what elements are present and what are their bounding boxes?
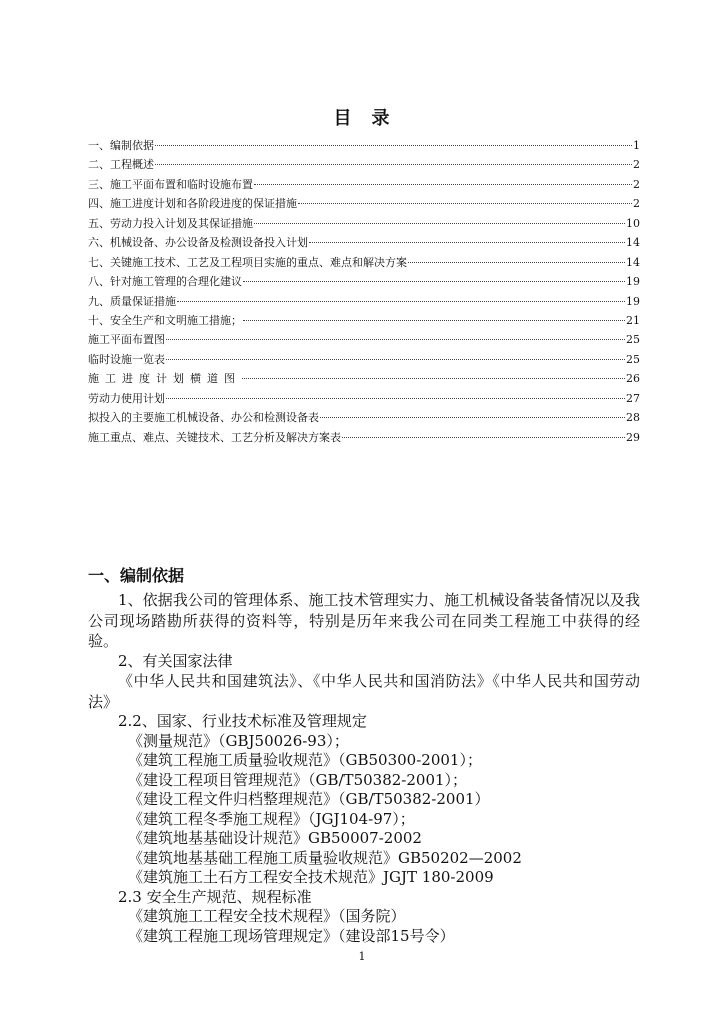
toc-entry-text: 八、针对施工管理的合理化建议 bbox=[88, 275, 242, 289]
toc-entry[interactable] bbox=[88, 311, 640, 330]
toc-entry-text: 二、工程概述 bbox=[88, 158, 154, 172]
toc-entry-text: 一、编制依据 bbox=[88, 139, 154, 152]
toc-entry[interactable] bbox=[88, 253, 640, 272]
subsection-title-safety: 2.3 安全生产规范、规程标准 bbox=[118, 887, 312, 906]
toc-leader-dots bbox=[342, 437, 625, 438]
section-heading: 一、编制依据 bbox=[88, 566, 185, 585]
toc-entry[interactable] bbox=[88, 175, 640, 194]
toc-leader-dots bbox=[254, 223, 625, 224]
standard-item: 《建设工程文件归档整理规范》（GB/T50382-2001） bbox=[128, 790, 490, 808]
toc-entry-page: 2 bbox=[633, 177, 640, 191]
toc-entry-text: 七、关键施工技术、工艺及工程项目实施的重点、难点和解决方案 bbox=[88, 255, 407, 269]
toc-leader-dots bbox=[298, 203, 632, 204]
toc-leader-dots bbox=[177, 301, 625, 302]
toc-entry-page: 28 bbox=[626, 411, 640, 425]
toc-entry[interactable] bbox=[88, 136, 640, 155]
toc-leader-dots bbox=[254, 184, 632, 185]
section-compilation-basis bbox=[88, 564, 640, 946]
toc-leader-dots bbox=[243, 281, 625, 282]
toc-entry-page: 10 bbox=[626, 216, 640, 230]
toc-entry-page: 25 bbox=[626, 352, 640, 366]
toc-entry-page: 14 bbox=[626, 236, 640, 250]
toc-entry-text: 十、安全生产和文明施工措施； bbox=[88, 313, 242, 327]
toc-entry-page: 1 bbox=[633, 139, 640, 152]
toc-entry-text: 九、质量保证措施 bbox=[88, 294, 176, 308]
toc-entry-text: 施工进度计划横道图 bbox=[88, 372, 241, 386]
toc-entry-page: 14 bbox=[626, 255, 640, 269]
toc-leader-dots bbox=[320, 417, 625, 418]
subsection-title-laws: 2、有关国家法律 bbox=[118, 651, 233, 670]
standard-item: 《建筑工程冬季施工规程》（JGJ104-97）； bbox=[128, 809, 415, 828]
toc-entry-text: 劳动力使用计划 bbox=[88, 391, 165, 405]
toc-entry[interactable] bbox=[88, 350, 640, 369]
toc-leader-dots bbox=[309, 242, 625, 243]
toc-entry-page: 19 bbox=[626, 275, 640, 289]
paragraph-laws: 《中华人民共和国建筑法》、《中华人民共和国消防法》《中华人民共和国劳动法》 bbox=[88, 672, 640, 711]
standard-item: 《测量规范》（GBJ50026-93）； bbox=[128, 731, 349, 750]
toc-entry-text: 施工平面布置图 bbox=[88, 333, 165, 347]
toc-entry[interactable] bbox=[88, 292, 640, 311]
subsection-title-standards: 2.2、国家、行业技术标准及管理规定 bbox=[118, 712, 367, 730]
standard-item: 《建筑工程施工质量验收规范》（GB50300-2001）； bbox=[128, 751, 482, 769]
toc-entry-page: 27 bbox=[626, 391, 640, 405]
toc-leader-dots bbox=[242, 378, 625, 379]
toc-entry[interactable] bbox=[88, 369, 640, 388]
standard-item: 《建筑地基基础工程施工质量验收规范》GB50202—2002 bbox=[128, 848, 522, 867]
toc-entry-text: 五、劳动力投入计划及其保证措施 bbox=[88, 216, 253, 230]
standard-item: 《建筑施工土石方工程安全技术规范》JGJT 180-2009 bbox=[128, 868, 494, 886]
toc-leader-dots bbox=[155, 164, 632, 165]
toc-entry[interactable] bbox=[88, 214, 640, 233]
toc-entry-text: 四、施工进度计划和各阶段进度的保证措施 bbox=[88, 197, 297, 211]
safety-item: 《建筑施工工程安全技术规程》（国务院） bbox=[128, 907, 406, 925]
page-number: 1 bbox=[358, 950, 366, 963]
toc-entry-text: 六、机械设备、办公设备及检测设备投入计划 bbox=[88, 236, 308, 250]
toc-leader-dots bbox=[166, 359, 625, 360]
toc-entry-page: 26 bbox=[626, 372, 640, 386]
toc-entry[interactable] bbox=[88, 330, 640, 349]
toc-entry[interactable] bbox=[88, 155, 640, 174]
table-of-contents bbox=[88, 136, 640, 447]
toc-entry[interactable] bbox=[88, 194, 640, 213]
toc-entry-page: 19 bbox=[626, 294, 640, 308]
toc-entry-text: 三、施工平面布置和临时设施布置 bbox=[88, 177, 253, 191]
toc-entry[interactable] bbox=[88, 389, 640, 408]
toc-leader-dots bbox=[166, 339, 625, 340]
toc-leader-dots bbox=[166, 398, 625, 399]
toc-title: 目 录 bbox=[333, 108, 391, 129]
toc-leader-dots bbox=[408, 262, 625, 263]
toc-entry-page: 25 bbox=[626, 333, 640, 347]
toc-entry[interactable] bbox=[88, 233, 640, 252]
toc-entry[interactable] bbox=[88, 408, 640, 427]
standard-item: 《建筑地基基础设计规范》GB50007-2002 bbox=[128, 829, 422, 847]
safety-item: 《建筑工程施工现场管理规定》（建设部15号令） bbox=[128, 926, 455, 945]
paragraph-basis: 1、依据我公司的管理体系、施工技术管理实力、施工机械设备装备情况以及我公司现场踏勘所获得的资料等，特别是历年来我公司在同类工程施工中获得的经验。 bbox=[88, 591, 640, 650]
toc-entry-page: 29 bbox=[626, 430, 640, 444]
standard-item: 《建设工程项目管理规范》（GB/T50382-2001）； bbox=[128, 770, 468, 789]
toc-entry-text: 临时设施一览表 bbox=[88, 352, 165, 366]
toc-entry[interactable] bbox=[88, 272, 640, 291]
toc-leader-dots bbox=[155, 145, 632, 146]
toc-leader-dots bbox=[243, 320, 625, 321]
toc-entry-page: 2 bbox=[633, 158, 640, 172]
toc-entry-page: 21 bbox=[626, 313, 640, 327]
toc-entry[interactable] bbox=[88, 428, 640, 447]
toc-entry-page: 2 bbox=[633, 197, 640, 211]
toc-entry-text: 拟投入的主要施工机械设备、办公和检测设备表 bbox=[88, 411, 319, 425]
toc-entry-text: 施工重点、难点、关键技术、工艺分析及解决方案表 bbox=[88, 430, 341, 444]
